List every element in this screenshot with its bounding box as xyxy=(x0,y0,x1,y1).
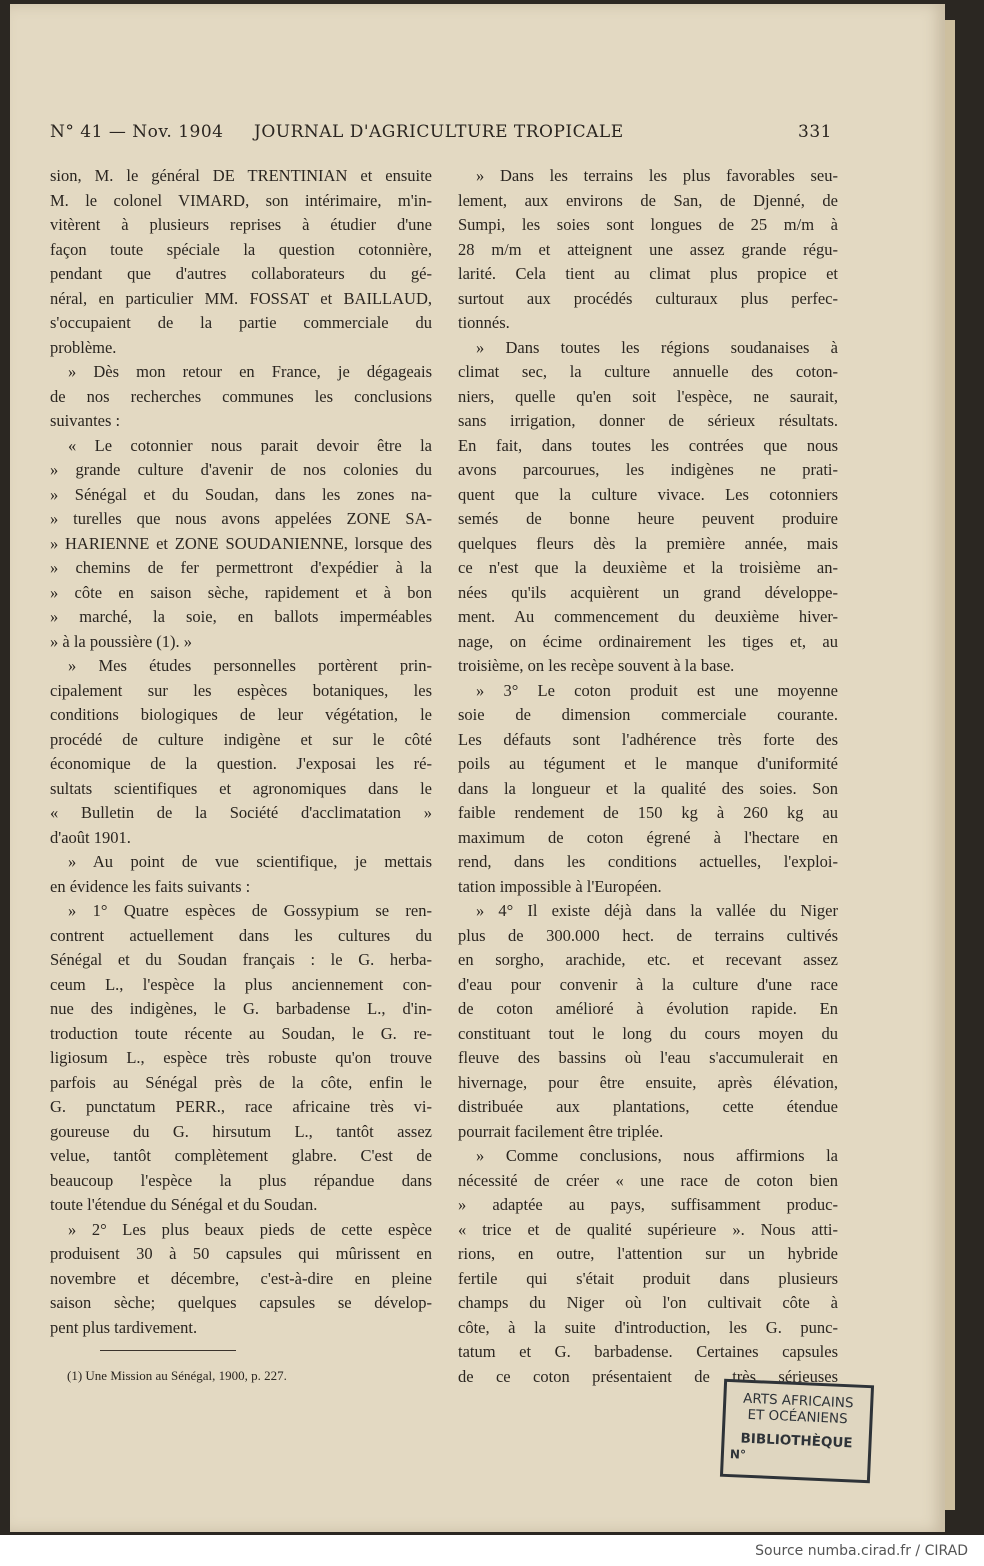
text-line: produisent 30 à 50 capsules qui mûrissent en xyxy=(50,1244,432,1263)
text-line: côte, à la suite d'introduction, les G. punc- xyxy=(458,1317,838,1337)
text-line: ce n'est que la deuxième et la troisième an- xyxy=(458,558,838,577)
text-line: s'occupaient de la partie commerciale du xyxy=(50,313,432,332)
text-line: » chemins de fer permettront d'expédier à la xyxy=(50,558,432,577)
footnote-rule xyxy=(100,1350,236,1351)
text-line: d'eau pour convenir à la culture d'une race xyxy=(458,974,838,994)
document-page xyxy=(10,4,945,1532)
text-line: suivantes : xyxy=(50,411,121,430)
text-line: Sumpi, les soies sont longues de 25 m/m à xyxy=(458,215,838,234)
text-line: sans irrigation, donner de sérieux résultats. xyxy=(458,411,838,430)
text-line: » Dès mon retour en France, je dégageais xyxy=(68,362,432,381)
text-line: maximum de coton égrené à l'hectare en xyxy=(458,827,838,847)
text-line: goureuse du G. hirsutum L., tantôt assez xyxy=(50,1121,432,1141)
text-line: parfois au Sénégal près de la côte, enfin le xyxy=(50,1072,432,1092)
text-line: dans la longueur et la qualité des soies. Son xyxy=(458,778,838,798)
text-line: de nos recherches communes les conclusions xyxy=(50,386,432,406)
page-number: 331 xyxy=(798,122,832,142)
text-line: « trice et de qualité supérieure ». Nous atti- xyxy=(458,1219,838,1239)
source-credit: Source numba.cirad.fr / CIRAD xyxy=(755,1543,968,1559)
text-line: larité. Cela tient au climat plus propice et xyxy=(458,264,838,283)
text-line: » 4° Il existe déjà dans la vallée du Niger xyxy=(476,901,838,920)
right-column xyxy=(458,164,838,1389)
text-line: conditions biologiques de leur végétation, le xyxy=(50,705,432,724)
text-line: » Au point de vue scientifique, je mettais xyxy=(68,852,432,871)
text-line: en évidence les faits suivants : xyxy=(50,876,251,896)
text-line: nue des indigènes, le G. barbadense L., d'in- xyxy=(50,999,432,1018)
text-line: saison sèche; quelques capsules se dévelop- xyxy=(50,1293,432,1312)
text-line: Les défauts sont l'adhérence très forte des xyxy=(458,729,838,749)
text-line: » 2° Les plus beaux pieds de cette espèce xyxy=(68,1219,432,1239)
library-stamp xyxy=(720,1379,874,1483)
text-line: niers, quelle qu'en soit l'espèce, ne saurait, xyxy=(458,386,838,406)
text-line: fleuve des bassins où l'eau s'accumulerait en xyxy=(458,1048,838,1067)
stamp-line: ARTS AFRICAINS xyxy=(742,1390,854,1412)
text-line: » côte en saison sèche, rapidement et à bon xyxy=(50,582,432,602)
text-line: » Dans les terrains les plus favorables seu- xyxy=(476,166,838,185)
text-line: « Bulletin de la Société d'acclimatation » xyxy=(50,803,432,822)
text-line: » marché, la soie, en ballots imperméables xyxy=(50,607,432,626)
text-line: sultats scientifiques et agronomiques dans le xyxy=(50,778,432,798)
issue-number: N° 41 — Nov. 1904 xyxy=(50,122,224,142)
text-line: rend, dans les conditions actuelles, l'exploi- xyxy=(458,852,838,871)
text-line: » Mes études personnelles portèrent prin- xyxy=(68,656,432,675)
text-line: » turelles que nous avons appelées ZONE SA- xyxy=(50,509,432,528)
text-line: nécessité de créer « une race de coton bien xyxy=(458,1170,838,1190)
text-line: tatum et G. barbadense. Certaines capsules xyxy=(458,1342,838,1361)
text-line: façon toute spéciale la question cotonnière, xyxy=(50,239,432,259)
text-line: novembre et décembre, c'est-à-dire en pleine xyxy=(50,1268,432,1288)
text-line: de coton amélioré à évolution rapide. En xyxy=(458,999,838,1018)
text-line: champs du Niger où l'on cultivait côte à xyxy=(458,1293,838,1312)
text-line: » HARIENNE et ZONE SOUDANIENNE, lorsque des xyxy=(50,533,432,553)
text-line: avons parcourues, les indigènes ne prati- xyxy=(458,460,838,479)
footnote: (1) Une Mission au Sénégal, 1900, p. 227. xyxy=(67,1368,287,1383)
text-line: » à la poussière (1). » xyxy=(50,631,193,651)
text-line: « Le cotonnier nous parait devoir être la xyxy=(68,435,432,455)
text-line: troisième, on les recèpe souvent à la base. xyxy=(458,656,735,675)
text-line: de ce coton présentaient de très sérieuses xyxy=(458,1366,838,1386)
text-line: hivernage, pour être ensuite, après élévation, xyxy=(458,1072,838,1092)
stamp-number-label: N° xyxy=(729,1447,747,1462)
text-line: ligiosum L., espèce très robuste qu'on trouve xyxy=(50,1048,432,1067)
text-line: nage, on écime ordinairement les tiges et, au xyxy=(458,631,838,651)
text-line: contrent actuellement dans les cultures du xyxy=(50,925,432,945)
text-line: tation impossible à l'Européen. xyxy=(458,876,662,896)
text-line: climat sec, la culture annuelle des coton- xyxy=(458,362,838,381)
journal-title: JOURNAL D'AGRICULTURE TROPICALE xyxy=(254,122,624,142)
left-column xyxy=(50,164,432,1340)
stamp-line: BIBLIOTHÈQUE xyxy=(740,1430,853,1452)
text-line: » Dans toutes les régions soudanaises à xyxy=(476,337,838,357)
text-line: M. le colonel VIMARD, son intérimaire, m'in- xyxy=(50,190,432,210)
text-line: 28 m/m et atteignent une assez grande régu- xyxy=(458,239,838,259)
text-line: velue, tantôt complètement glabre. C'est de xyxy=(50,1146,432,1165)
text-line: ceum L., l'espèce la plus anciennement con- xyxy=(50,974,432,994)
text-line: problème. xyxy=(50,337,117,357)
text-line: » adaptée au pays, suffisamment produc- xyxy=(458,1195,838,1214)
text-line: distribuée aux plantations, cette étendue xyxy=(458,1097,838,1116)
text-line: vitèrent à plusieurs reprises à étudier d'une xyxy=(50,215,432,234)
text-line: G. punctatum PERR., race africaine très vi- xyxy=(50,1097,432,1116)
text-line: lement, aux environs de San, de Djenné, de xyxy=(458,190,838,210)
text-line: soie de dimension commerciale courante. xyxy=(458,705,838,724)
text-line: faible rendement de 150 kg à 260 kg au xyxy=(458,803,838,822)
text-line: cipalement sur les espèces botaniques, les xyxy=(50,680,432,700)
text-line: Sénégal et du Soudan français : le G. herba- xyxy=(50,950,432,969)
text-line: néral, en particulier MM. FOSSAT et BAILLAUD, xyxy=(50,288,432,308)
text-line: poils au tégument et le manque d'uniformité xyxy=(458,754,838,773)
text-line: » Comme conclusions, nous affirmions la xyxy=(476,1146,838,1165)
text-line: » Sénégal et du Soudan, dans les zones na- xyxy=(50,484,432,504)
stamp-line: ET OCÉANIENS xyxy=(747,1406,848,1428)
text-line: » grande culture d'avenir de nos colonies du xyxy=(50,460,432,479)
text-line: constituant tout le long du cours moyen du xyxy=(458,1023,838,1043)
text-line: pourrait facilement être triplée. xyxy=(458,1121,664,1141)
text-line: toute l'étendue du Sénégal et du Soudan. xyxy=(50,1195,318,1214)
text-line: ment. Au commencement du deuxième hiver- xyxy=(458,607,838,626)
text-line: fertile qui s'était produit dans plusieurs xyxy=(458,1268,838,1288)
text-line: pent plus tardivement. xyxy=(50,1317,198,1337)
text-line: » 3° Le coton produit est une moyenne xyxy=(476,680,838,700)
text-line: En fait, dans toutes les contrées que nous xyxy=(458,435,838,455)
text-line: semés de bonne heure peuvent produire xyxy=(458,509,838,528)
text-line: d'août 1901. xyxy=(50,827,131,847)
text-line: plus de 300.000 hect. de terrains cultivés xyxy=(458,925,838,945)
text-line: quent que la culture vivace. Les cotonniers xyxy=(458,484,838,504)
text-line: en sorgho, arachide, etc. et recevant assez xyxy=(458,950,838,969)
text-line: » 1° Quatre espèces de Gossypium se ren- xyxy=(68,901,432,920)
text-line: beaucoup l'espèce la plus répandue dans xyxy=(50,1170,432,1190)
text-line: nées qu'ils acquièrent un grand développe- xyxy=(458,582,838,602)
text-line: procédé de culture indigène et sur le côté xyxy=(50,729,432,749)
text-line: quelques fleurs dès la première année, mais xyxy=(458,533,838,553)
text-line: sion, M. le général DE TRENTINIAN et ensuite xyxy=(50,166,432,185)
text-line: surtout aux procédés culturaux plus perfec- xyxy=(458,288,838,308)
text-line: rions, en outre, l'attention sur un hybride xyxy=(458,1244,838,1263)
text-line: tionnés. xyxy=(458,313,510,332)
text-line: économique de la question. J'exposai les ré- xyxy=(50,754,432,773)
text-line: pendant que d'autres collaborateurs du gé- xyxy=(50,264,432,283)
text-line: troduction toute récente au Soudan, le G. re- xyxy=(50,1023,432,1043)
